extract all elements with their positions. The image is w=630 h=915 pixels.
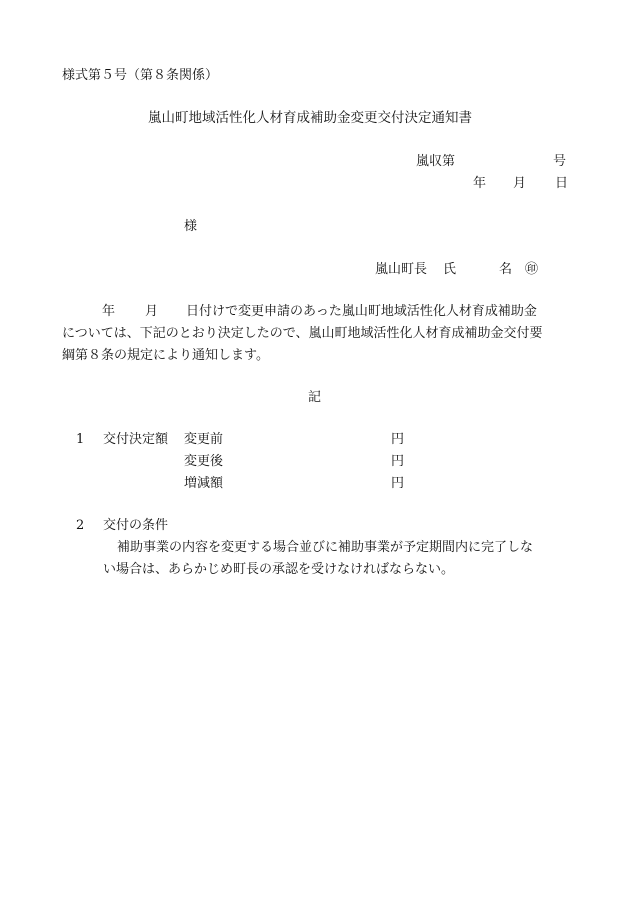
sender-name-shi: 氏 (443, 262, 457, 277)
amount-after-unit: 円 (391, 454, 405, 469)
section-2-number: 2 (76, 518, 85, 533)
body-line-3: 綱第８条の規定により通知します。 (62, 348, 269, 363)
section-2-heading: 交付の条件 (103, 518, 169, 533)
section-1-number: 1 (76, 432, 85, 447)
section-1-heading: 交付決定額 (103, 432, 169, 447)
amount-before-unit: 円 (391, 432, 405, 447)
amount-after-label: 変更後 (184, 454, 224, 469)
doc-number-prefix: 嵐収第 (416, 154, 456, 169)
ki-heading: 記 (308, 390, 322, 405)
section-2-text-line-1: 補助事業の内容を変更する場合並びに補助事業が予定期間内に完了しな (117, 540, 534, 555)
body-line-1-text: 日付けで変更申請のあった嵐山町地域活性化人材育成補助金 (186, 304, 537, 319)
addressee-suffix: 様 (184, 219, 198, 234)
amount-before-label: 変更前 (184, 432, 224, 447)
doc-number-suffix: 号 (553, 154, 567, 169)
body-month-label: 月 (145, 304, 159, 319)
form-label: 様式第５号（第８条関係） (62, 68, 219, 83)
body-year-label: 年 (102, 304, 116, 319)
date-year-label: 年 (473, 176, 487, 191)
seal-mark: ㊞ (525, 262, 539, 277)
amount-diff-unit: 円 (391, 476, 405, 491)
date-day-label: 日 (555, 176, 569, 191)
sender-title: 嵐山町長 (375, 262, 428, 277)
body-line-1 (62, 305, 582, 318)
sender-name-mei: 名 (499, 262, 513, 277)
amount-diff-label: 増減額 (184, 476, 224, 491)
document-title: 嵐山町地域活性化人材育成補助金変更交付決定通知書 (148, 110, 472, 126)
section-2-text-line-2: い場合は、あらかじめ町長の承認を受けなければならない。 (103, 562, 455, 577)
body-line-2: については、下記のとおり決定したので、嵐山町地域活性化人材育成補助金交付要 (62, 326, 543, 341)
date-month-label: 月 (513, 176, 527, 191)
